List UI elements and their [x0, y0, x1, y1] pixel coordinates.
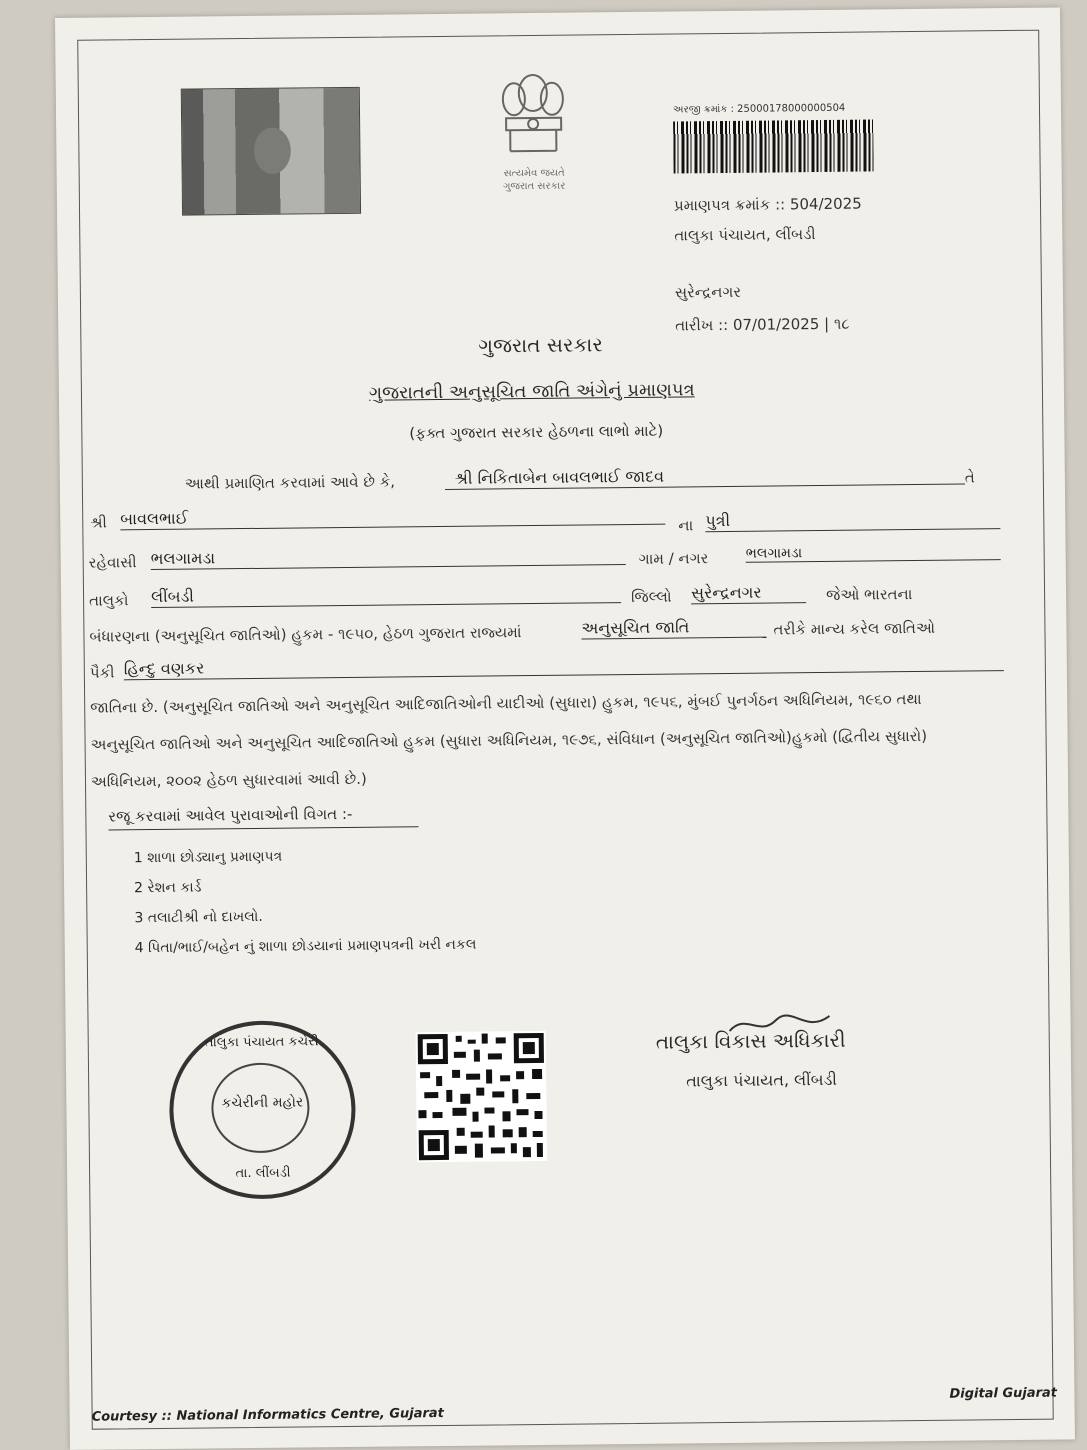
caste-value: હિન્દુ વણકર — [124, 650, 1004, 680]
barcode — [673, 119, 874, 173]
footer-brand: Digital Gujarat — [949, 1385, 1058, 1402]
seal-outer-text: તાલુકા પંચાયત કચેરી — [204, 1034, 319, 1051]
village-value: ભલગામડા — [746, 543, 1001, 563]
signatory-title: તાલુકા વિકાસ અધિકારી — [655, 1027, 846, 1054]
proof-item-1: 1 શાળા છોડ્યાનુ પ્રમાણપત્ર — [133, 848, 283, 867]
application-number: અરજી ક્રમાંક : 25000178000000504 — [672, 102, 846, 116]
category-suffix: તરીકે માન્ય કરેલ જાતિઓ — [773, 618, 936, 639]
purpose-note: (ફક્ત ગુજરાત સરકાર હેઠળના લાભો માટે) — [409, 421, 664, 443]
emblem-caption-1: સત્યમેવ જયતે — [503, 167, 565, 180]
district-label: જિલ્લો — [631, 587, 672, 606]
issue-date: તારીખ :: 07/01/2025 | ૧૮ — [675, 314, 850, 335]
legal-line-2: અનુસૂચિત જાતિઓ અને અનુસૂચિત આદિજાતિઓ હુકમ (સુધારા અધિનિયમ, ૧૯૭૬, સંવિધાન (અનુસૂચિત જાતિઓ)હુકમો (દ્વિતીય સુધારો) — [90, 726, 928, 754]
proof-item-3: 3 તલાટીશ્રી નો દાખલો. — [134, 908, 263, 927]
legal-line-3: અધિનિયમ, ૨૦૦૨ હેઠળ સુધારવામાં આવી છે.) — [90, 769, 367, 791]
signatory-office: તાલુકા પંચાયત, લીંબડી — [686, 1069, 838, 1091]
emblem-caption-2: ગુજરાત સરકાર — [503, 180, 566, 193]
father-name: બાવલભાઈ — [120, 504, 665, 531]
relation-prefix: ના — [678, 516, 694, 535]
seal-bottom-text: તા. લીંબડી — [235, 1165, 291, 1182]
district-suffix: જેઓ ભારતના — [825, 585, 913, 604]
qr-code — [416, 1031, 547, 1162]
lion-capital-icon — [486, 62, 582, 163]
taluka-value: લીંબડી — [151, 582, 621, 608]
proof-item-4: 4 પિતા/ભાઈ/બહેન નું શાળા છોડયાનાં પ્રમાણપત્રની ખરી નકલ — [134, 936, 477, 957]
relation: પુત્રી — [705, 508, 1000, 532]
father-prefix: શ્રી — [90, 513, 107, 532]
taluka-label: તાલુકો — [89, 591, 129, 610]
issuing-office: તાલુકા પંચાયત, લીંબડી — [674, 225, 816, 245]
proofs-heading: રજૂ કરવામાં આવેલ પુરાવાઓની વિગત :- — [108, 804, 418, 830]
applicant-name: શ્રી નિકિતાબેન બાવલભાઈ જાદવ — [445, 463, 965, 489]
caste-prefix: પૈકી — [89, 663, 115, 682]
government-title: ગુજરાત સરકાર — [478, 332, 603, 358]
proof-item-2: 2 રેશન કાર્ડ — [134, 879, 202, 897]
legal-line-1: જાતિના છે. (અનુસૂચિત જાતિઓ અને અનુસૂચિત આદિજાતિઓની યાદીઓ (સુધારા) હુકમ, ૧૯૫૬, મુંબઈ પુનર્ગઠન અધિનિયમ, ૧૯૬૦ તથા — [90, 689, 922, 717]
issuing-district: સુરેન્દ્રનગર — [674, 282, 742, 302]
national-emblem — [486, 62, 582, 198]
village-label: ગામ / નગર — [638, 549, 709, 568]
constitution-text: બંધારણના (અનુસૂચિત જાતિઓ) હુકમ - ૧૯૫૦, હેઠળ ગુજરાત રાજ્યમાં — [89, 623, 522, 646]
resident-label: રહેવાસી — [88, 553, 137, 572]
office-seal — [169, 1020, 357, 1200]
seal-inner-text: કચેરીની મહોર — [221, 1094, 304, 1112]
category-value: અનુસૂચિત જાતિ — [581, 617, 766, 640]
applicant-photo — [181, 87, 361, 216]
name-suffix: તે — [964, 468, 975, 487]
certificate-title: ગુજરાતની અનુસૂચિત જાતિ અંગેનું પ્રમાણપત્ર — [368, 379, 695, 404]
intro-text: આથી પ્રમાણિત કરવામાં આવે છે કે, — [184, 472, 396, 493]
resident-value: ભલગામડા — [151, 544, 626, 570]
district-value: સુરેન્દ્રનગર — [691, 582, 806, 604]
footer-courtesy: Courtesy :: National Informatics Centre, Gujarat — [91, 1406, 444, 1425]
certificate-number: પ્રમાણપત્ર ક્રમાંક :: 504/2025 — [673, 194, 862, 215]
signature-scribble — [725, 1010, 835, 1041]
legal-paragraph — [90, 680, 996, 800]
certificate-page — [55, 7, 1075, 1449]
qr-code-icon — [416, 1031, 547, 1162]
